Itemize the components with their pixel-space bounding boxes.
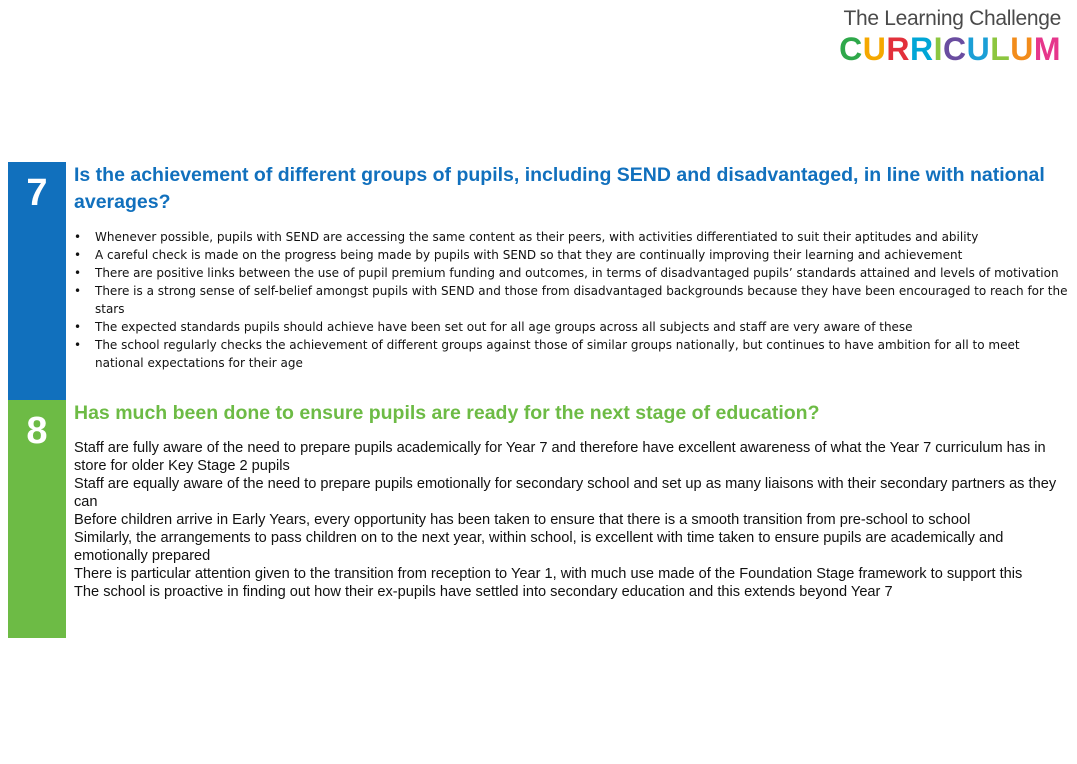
- list-item: [74, 336, 1070, 372]
- section-number-block: [8, 162, 66, 400]
- bullet-symbol: •: [74, 266, 82, 280]
- section-number: 7: [26, 172, 48, 214]
- logo-letter: L: [990, 31, 1011, 67]
- logo-tagline: The Learning Challenge: [843, 7, 1061, 30]
- paragraph: Before children arrive in Early Years, every opportunity has been taken to ensure that there is a smooth transition from pre-school to school: [74, 512, 971, 528]
- logo-curriculum-wordmark: [839, 32, 1061, 66]
- list-item-text: The expected standards pupils should achieve have been set out for all age groups across all subjects and staff are very aware of these: [95, 320, 913, 334]
- section-content: [74, 400, 1070, 601]
- list-item-text: Whenever possible, pupils with SEND are accessing the same content as their peers, with activities differentiated to suit their aptitudes and ability: [95, 230, 979, 244]
- paragraph-list: [74, 439, 1070, 601]
- logo-letter: R: [886, 31, 910, 67]
- list-item-text: There are positive links between the use of pupil premium funding and outcomes, in terms of disadvantaged pupils’ standards attained and levels of motivation: [95, 266, 1059, 280]
- bullet-symbol: •: [74, 284, 82, 298]
- bullet-symbol: •: [74, 248, 82, 262]
- bullet-symbol: •: [74, 320, 82, 334]
- section-8: [8, 400, 1070, 638]
- section-heading: Is the achievement of different groups of pupils, including SEND and disadvantaged, in line with national averages?: [74, 164, 1045, 213]
- logo-letter: U: [1010, 31, 1034, 67]
- list-item: [74, 228, 1070, 246]
- logo-letter: R: [909, 31, 934, 67]
- list-item-text: A careful check is made on the progress being made by pupils with SEND so that they are continually improving their learning and achievement: [95, 248, 963, 262]
- list-item-text: There is a strong sense of self-belief amongst pupils with SEND and those from disadvantaged backgrounds because they have been encouraged to reach for the stars: [95, 284, 1068, 316]
- paragraph: Similarly, the arrangements to pass children on to the next year, within school, is excellent with time taken to ensure pupils are academically and emotionally prepared: [74, 530, 1004, 564]
- section-7: [8, 162, 1070, 400]
- learning-challenge-logo: [839, 6, 1061, 66]
- list-item: [74, 318, 1070, 336]
- bullet-symbol: •: [74, 230, 82, 244]
- list-item-text: The school regularly checks the achievement of different groups against those of similar groups nationally, but continues to have ambition for all to meet national expectations for their age: [95, 338, 1020, 370]
- section-number: 8: [26, 410, 48, 452]
- list-item: [74, 264, 1070, 282]
- logo-letter: U: [862, 31, 887, 67]
- list-item: [74, 282, 1070, 318]
- logo-letter: U: [966, 31, 991, 67]
- logo-letter: M: [1033, 31, 1061, 67]
- section-content: [74, 162, 1070, 372]
- paragraph: There is particular attention given to the transition from reception to Year 1, with much use made of the Foundation Stage framework to support this: [74, 566, 1023, 582]
- list-item: [74, 246, 1070, 264]
- paragraph: Staff are fully aware of the need to prepare pupils academically for Year 7 and therefore have excellent awareness of what the Year 7 curriculum has in store for older Key Stage 2 pupils: [74, 440, 1046, 474]
- logo-letter: C: [942, 31, 967, 67]
- section-number-block: [8, 400, 66, 638]
- section-heading: Has much been done to ensure pupils are ready for the next stage of education?: [74, 402, 820, 424]
- logo-letter: C: [839, 31, 863, 67]
- logo-letter: I: [933, 31, 943, 67]
- paragraph: The school is proactive in finding out how their ex-pupils have settled into secondary education and this extends beyond Year 7: [74, 584, 893, 600]
- bullet-list: [74, 228, 1070, 372]
- bullet-symbol: •: [74, 338, 82, 352]
- paragraph: Staff are equally aware of the need to prepare pupils emotionally for secondary school and set up as many liaisons with their secondary partners as they can: [74, 476, 1057, 510]
